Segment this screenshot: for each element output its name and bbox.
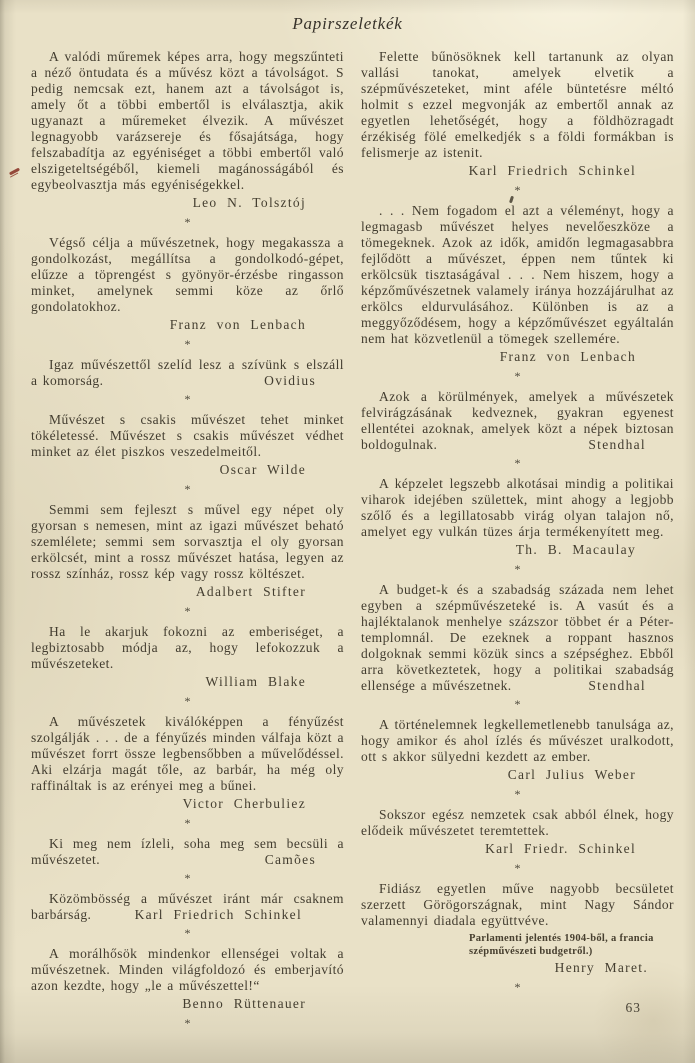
quote-block	[31, 49, 344, 212]
quote-text: Végső célja a művészetnek, hogy megakassza a gondolkozást, megállítsa a gondolkodó-gépet, elűzze a töprengést s gyönyör-érzésbe ringasson minket, amelynek semmi köze az őrlő gondolatokhoz.	[31, 235, 344, 314]
quote-attribution: William Blake	[205, 674, 306, 689]
quote-block	[361, 582, 674, 694]
quote-text-span: Azok a körülmények, amelyek a művészetek felvirágzásának kedveznek, gyakran egyenest ellentétei azoknak, amelyek közt a népek biztosan boldogulnak.	[361, 389, 674, 452]
quote-text: A történelemnek legkellemetlenebb tanulsága az, hogy amikor és ahol ízlés és művészet uralkodott, ott s akkor sülyedni kezdett az ember.	[361, 717, 674, 764]
quote-block	[31, 412, 344, 479]
quote-block	[361, 49, 674, 180]
quote-block	[361, 203, 674, 366]
separator-star: *	[184, 694, 191, 708]
two-column-layout	[0, 49, 695, 1036]
page-number: 63	[625, 1000, 641, 1015]
quote-block	[31, 502, 344, 601]
quote-block	[31, 624, 344, 691]
quote-text-span: Közömbösség a művészet iránt már csaknem barbárság.	[31, 891, 344, 922]
separator-star: *	[514, 980, 521, 994]
quote-text: Sokszor egész nemzetek csak abból élnek, hogy elődeik művészetet teremtettek.	[361, 807, 674, 838]
quote-attribution: Adalbert Stifter	[195, 584, 306, 599]
quote-attribution: Carl Julius Weber	[507, 767, 636, 782]
quote-text: Művészet s csakis művészet tehet minket tökéletessé. Művészet s csakis művészet védhet minket az élet piszkos veszedelmeitől.	[31, 412, 344, 459]
separator-star: *	[514, 697, 521, 711]
separator-star: *	[184, 871, 191, 885]
separator-star: *	[514, 369, 521, 383]
quote-attribution: Victor Cherbuliez	[182, 796, 306, 811]
quote-attribution: Karl Friedrich Schinkel	[134, 907, 302, 922]
quote-attribution: Th. B. Macaulay	[515, 542, 636, 557]
separator-star: *	[514, 861, 521, 875]
separator-star: *	[184, 215, 191, 229]
separator-star: *	[184, 926, 191, 940]
quote-attribution: Camões	[264, 852, 316, 867]
right-column	[361, 49, 674, 1036]
separator-star: *	[184, 604, 191, 618]
left-column	[31, 49, 344, 1036]
quote-text	[361, 582, 674, 694]
separator-star: *	[514, 183, 521, 197]
quote-text	[31, 891, 344, 923]
separator-star: *	[184, 816, 191, 830]
quote-text: A művészetek kiválóképpen a fényűzést szolgálják . . . de a fényűzés minden válfaja közt a művészet forrt össze legbensőbben a művelődéssel. Aki elzárja magát tőle, az barbár, ha még oly raffináltak is az erényei meg a bűnei.	[31, 714, 344, 793]
quote-text: A képzelet legszebb alkotásai mindig a politikai viharok idejében születtek, mint ahogy a legjobb szőlő és a legillatosabb virág olyan talajon nő, amelyet egy vulkán tüzes árja termékenyített meg.	[361, 476, 674, 539]
quote-text	[361, 389, 674, 453]
quote-attribution: Oscar Wilde	[219, 462, 306, 477]
separator-star: *	[514, 562, 521, 576]
quote-text-span: Ki meg nem ízleli, soha meg sem becsüli a művészetet.	[31, 836, 344, 867]
quote-block	[31, 836, 344, 868]
quote-text-span: Igaz művészettől szelíd lesz a szívünk s elszáll a komorság.	[31, 357, 344, 388]
quote-block	[361, 717, 674, 784]
quote-attribution: Benno Rüttenauer	[182, 996, 306, 1011]
quote-text: Felette bűnösöknek kell tartanunk az olyan vallási tanokat, amelyek elvetik a szépművészeteket, mint aféle büntetésre méltó holmit s ezzel megvonják az embertől annak az egyetlen lehetőségét, hogy a földhözragadt érzékiség fölé emelkedjék s a földi formákban is felismerje az istenit.	[361, 49, 674, 160]
quote-block	[361, 881, 674, 977]
separator-star: *	[514, 456, 521, 470]
quote-text	[31, 836, 344, 868]
quote-attribution: Franz von Lenbach	[499, 349, 636, 364]
quote-attribution: Franz von Lenbach	[169, 317, 306, 332]
quote-attribution: Leo N. Tolsztój	[192, 195, 306, 210]
separator-star: *	[184, 482, 191, 496]
quote-attribution: Karl Friedr. Schinkel	[485, 841, 636, 856]
quote-text: Fidiász egyetlen műve nagyobb becsületet szerzett Görögországnak, mint Nagy Sándor valamennyi diadala együttvéve.	[361, 881, 674, 928]
quote-attribution: Stendhal	[588, 437, 646, 452]
quote-block	[361, 476, 674, 559]
separator-star: *	[184, 337, 191, 351]
quote-text	[31, 357, 344, 389]
quote-attribution: Karl Friedrich Schinkel	[468, 163, 636, 178]
separator-star: *	[184, 1016, 191, 1030]
separator-star: *	[184, 392, 191, 406]
page-title: Papirszeletkék	[292, 14, 403, 33]
quote-block	[31, 357, 344, 389]
footnote: Parlamenti jelentés 1904-ből, a francia szépművészeti budgetről.)	[469, 933, 654, 957]
quote-attribution: Henry Maret.	[554, 960, 648, 975]
quote-text: A valódi műremek képes arra, hogy megszűnteti a néző öntudata és a művész közt a távolságot. S pedig nemcsak ezt, hanem azt a távolságot is, amely őt a többi embertől is elválasztja, akik ugyanazt a műremeket élvezik. A művészet legnagyobb varázsereje és fősajátsága, hogy felszabadítja az egyéniséget a többi embertől való elszigeteltségéből, kiemeli magánosságából és egybeolvasztja más egyéniségekkel.	[31, 49, 344, 192]
quote-text-span: A budget-k és a szabadság százada nem lehet egyben a szépművészeteké is. A vasút és a hajléktalanok menhelye százszor többet ér a Péter-templomnál. De ezeknek a roppant hasznos dolgoknak semmi közük sincs a szépséghez. Ebből arra következtetek, hogy a politikai szabadság ellensége a művészetnek.	[361, 582, 674, 693]
separator-star: *	[514, 787, 521, 801]
quote-text: Ha le akarjuk fokozni az emberiséget, a legbiztosabb módja az, hogy lefokozzuk a művészeteket.	[31, 624, 344, 671]
quote-text: . . . Nem fogadom el azt a véleményt, hogy a legmagasb művészet helyes nevelőeszköze a tömegeknek. Azok az idők, amidőn legmagasabbra fejlődött a művészet, éppen nem tűntek ki erkölcsük tisztaságával . . . Nem hiszem, hogy a képzőművészetnek valamely iránya hozzájárulhat az erkölcs eldurvulásához. Különben is az a meggyőződésem, hogy a képzőművészet egyáltalán nem hat közvetlenül a tömegek szellemére.	[361, 203, 674, 346]
quote-block	[31, 714, 344, 813]
quote-text: A morálhősök mindenkor ellenségei voltak a művészetnek. Minden világfoldozó és emberjavító azon kezdte, hogy „le a művészettel!“	[31, 946, 344, 993]
quote-block	[31, 235, 344, 334]
quote-attribution: Ovidius	[264, 373, 316, 388]
quote-block	[31, 891, 344, 923]
quote-text: Semmi sem fejleszt s művel egy népet oly gyorsan s nemesen, mint az igazi művészet beható szemlélete; semmi sem sorvasztja el oly gyorsan erkölcsét, mint a rossz művészet hatása, legyen az rossz színház, rossz kép vagy rossz költészet.	[31, 502, 344, 581]
quote-block	[361, 807, 674, 858]
quote-block	[31, 946, 344, 1013]
quote-attribution: Stendhal	[588, 678, 646, 693]
quote-block	[361, 389, 674, 453]
